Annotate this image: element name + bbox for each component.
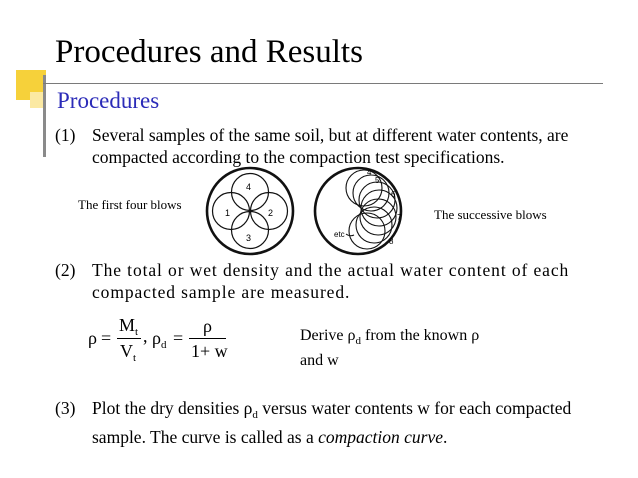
step-3-text: Plot the dry densities $\rho_d$ versus water contents w for each compacted sample. The curve is called as a compaction curve. [92,398,572,447]
derive-note-line-2: and w [300,352,339,369]
derive-note-line-1: Derive $\rho_d$ from the known ρ [300,327,480,347]
step-2-number: (2) [55,260,76,280]
blow-label-4: 4 [246,182,252,192]
formula-rho: ρ [88,328,97,348]
formula-volume: $V_t$ [120,341,137,364]
caption-first-four-blows: The first four blows [78,197,182,212]
blow-label-6: 6 [391,190,396,199]
formula-comma: , [143,326,148,346]
caption-successive-blows: The successive blows [434,207,547,222]
blow-label-7: 7 [397,213,402,222]
step-2 [55,259,615,303]
blow-label-4b: 4 [367,168,372,177]
step-3 [55,397,615,448]
etc-label: etc [334,230,345,239]
step-1-text: Several samples of the same soil, but at different water contents, are compacted according to the compaction test specifications. [92,125,569,167]
formula-numerator: ρ [203,316,212,336]
formula-fraction-bar-2 [189,338,226,339]
step-1 [55,124,615,168]
compaction-curve-term: compaction curve [318,427,444,447]
blow-label-5: 5 [375,176,380,185]
blow-label-8: 8 [389,237,394,246]
formula-denominator: 1+ w [191,341,228,361]
formula-fraction-bar-1 [117,338,141,339]
slide-title: Procedures and Results [55,34,363,70]
first-four-blows-diagram [204,165,296,257]
successive-blows-diagram [312,165,408,257]
formula-equals-1: = [101,328,112,348]
formula-mass: $M_t$ [119,315,139,338]
accent-vertical-bar [43,75,46,157]
step-2-text: The total or wet density and the actual water content of each compacted sample are measured. [92,260,570,302]
blow-label-3: 3 [246,233,252,243]
blow-label-1: 1 [225,208,231,218]
title-underline [43,83,603,84]
step-1-number: (1) [55,125,76,145]
step-3-number: (3) [55,398,76,418]
formula-equals-2: = [173,328,184,348]
blow-label-2: 2 [268,208,274,218]
slide-subtitle: Procedures [57,88,160,113]
derive-note [300,326,479,371]
formula-rho-d: $\rho_d$ [152,328,167,351]
